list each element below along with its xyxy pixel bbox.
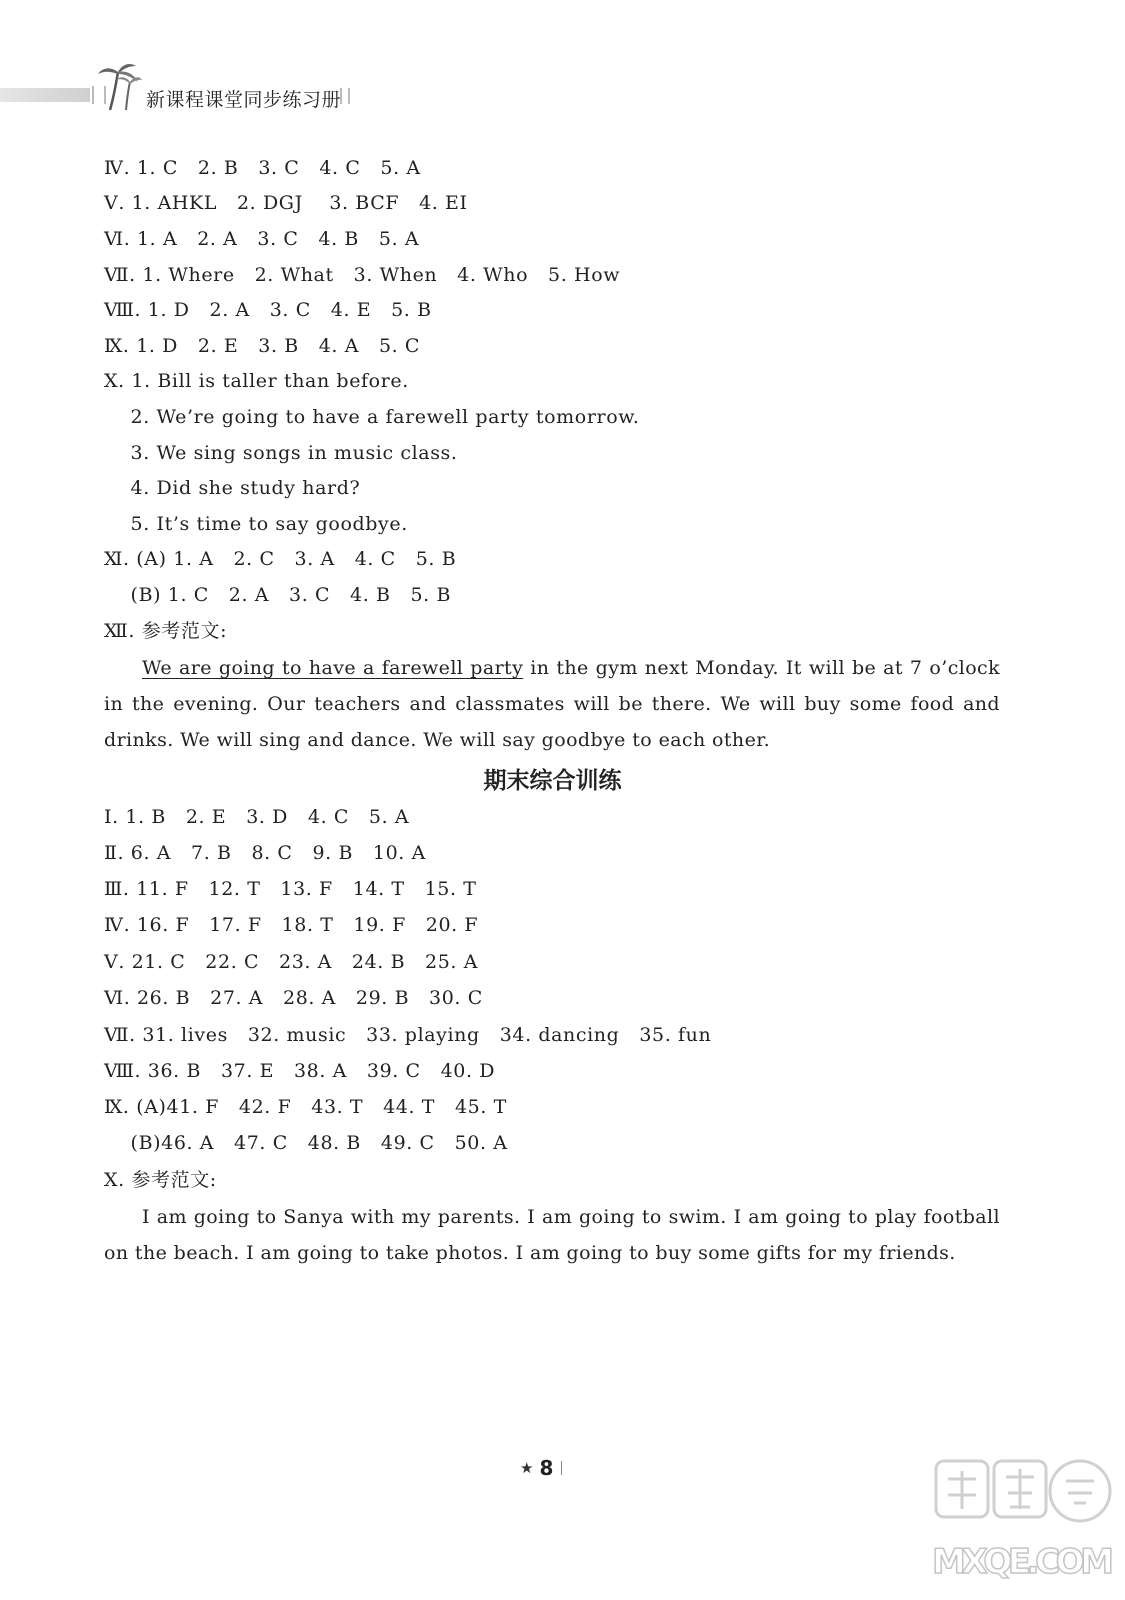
answer-line: Ⅶ. 31. lives 32. music 33. playing 34. dancing 35. fun bbox=[104, 1024, 712, 1046]
answer-line: Ⅰ. 1. B 2. E 3. D 4. C 5. A bbox=[104, 806, 410, 828]
essay-body: in the gym next Monday. It will be at 7 o’clock in the evening. Our teachers and classmates will be there. We will buy some food and drinks. We will sing and dance. We will say goodbye to each other. bbox=[104, 657, 1001, 751]
answer-line: 2. We’re going to have a farewell party tomorrow. bbox=[104, 406, 640, 428]
answer-line: Ⅱ. 6. A 7. B 8. C 9. B 10. A bbox=[104, 842, 426, 864]
answer-line: Ⅹ. 1. Bill is taller than before. bbox=[104, 370, 409, 392]
answer-line: Ⅲ. 11. F 12. T 13. F 14. T 15. T bbox=[104, 878, 477, 900]
answer-line: Ⅳ. 1. C 2. B 3. C 4. C 5. A bbox=[104, 157, 421, 179]
answer-line: 4. Did she study hard? bbox=[104, 477, 361, 499]
answer-line: Ⅵ. 26. B 27. A 28. A 29. B 30. C bbox=[104, 987, 483, 1009]
palm-tree-icon bbox=[96, 60, 142, 112]
watermark-logo bbox=[928, 1455, 1118, 1590]
answer-line: Ⅷ. 1. D 2. A 3. C 4. E 5. B bbox=[104, 299, 432, 321]
answer-line: Ⅸ. (A)41. F 42. F 43. T 44. T 45. T bbox=[104, 1096, 507, 1118]
answer-line: 3. We sing songs in music class. bbox=[104, 442, 458, 464]
answer-line: Ⅴ. 1. AHKL 2. DGJ 3. BCF 4. EI bbox=[104, 192, 468, 214]
answer-line: 5. It’s time to say goodbye. bbox=[104, 513, 408, 535]
page-number: 8 bbox=[539, 1456, 554, 1480]
answer-line: Ⅷ. 36. B 37. E 38. A 39. C 40. D bbox=[104, 1060, 496, 1082]
sample-essay-2: I am going to Sanya with my parents. I am going to swim. I am going to play football on the beach. I am going to take photos. I am going to buy some gifts for my friends. bbox=[104, 1206, 1000, 1264]
star-icon: ★ bbox=[520, 1459, 534, 1477]
answer-line: (B)46. A 47. C 48. B 49. C 50. A bbox=[104, 1132, 508, 1154]
page-header bbox=[0, 60, 400, 116]
answer-line: Ⅹ. 参考范文: bbox=[104, 1169, 217, 1191]
footer-divider bbox=[561, 1461, 562, 1475]
answer-line: Ⅴ. 21. C 22. C 23. A 24. B 25. A bbox=[104, 951, 479, 973]
header-endmark bbox=[340, 88, 350, 104]
answer-line: (B) 1. C 2. A 3. C 4. B 5. B bbox=[104, 584, 452, 606]
page-footer bbox=[520, 1456, 562, 1480]
sample-essay-1 bbox=[104, 650, 1000, 758]
section-title: 期末综合训练 bbox=[483, 768, 622, 794]
essay-underlined-phrase: We are going to have a farewell party bbox=[142, 657, 524, 679]
header-bar bbox=[0, 88, 90, 102]
answer-line: Ⅵ. 1. A 2. A 3. C 4. B 5. A bbox=[104, 228, 420, 250]
answer-line: Ⅺ. (A) 1. A 2. C 3. A 4. C 5. B bbox=[104, 548, 457, 570]
answer-line: Ⅶ. 1. Where 2. What 3. When 4. Who 5. How bbox=[104, 264, 621, 286]
answer-line: Ⅻ. 参考范文: bbox=[104, 620, 228, 642]
workbook-title: 新课程课堂同步练习册 bbox=[146, 89, 342, 111]
answer-line: Ⅸ. 1. D 2. E 3. B 4. A 5. C bbox=[104, 335, 421, 357]
answer-line: Ⅳ. 16. F 17. F 18. T 19. F 20. F bbox=[104, 914, 479, 936]
svg-text:MXQE.COM: MXQE.COM bbox=[932, 1542, 1114, 1582]
